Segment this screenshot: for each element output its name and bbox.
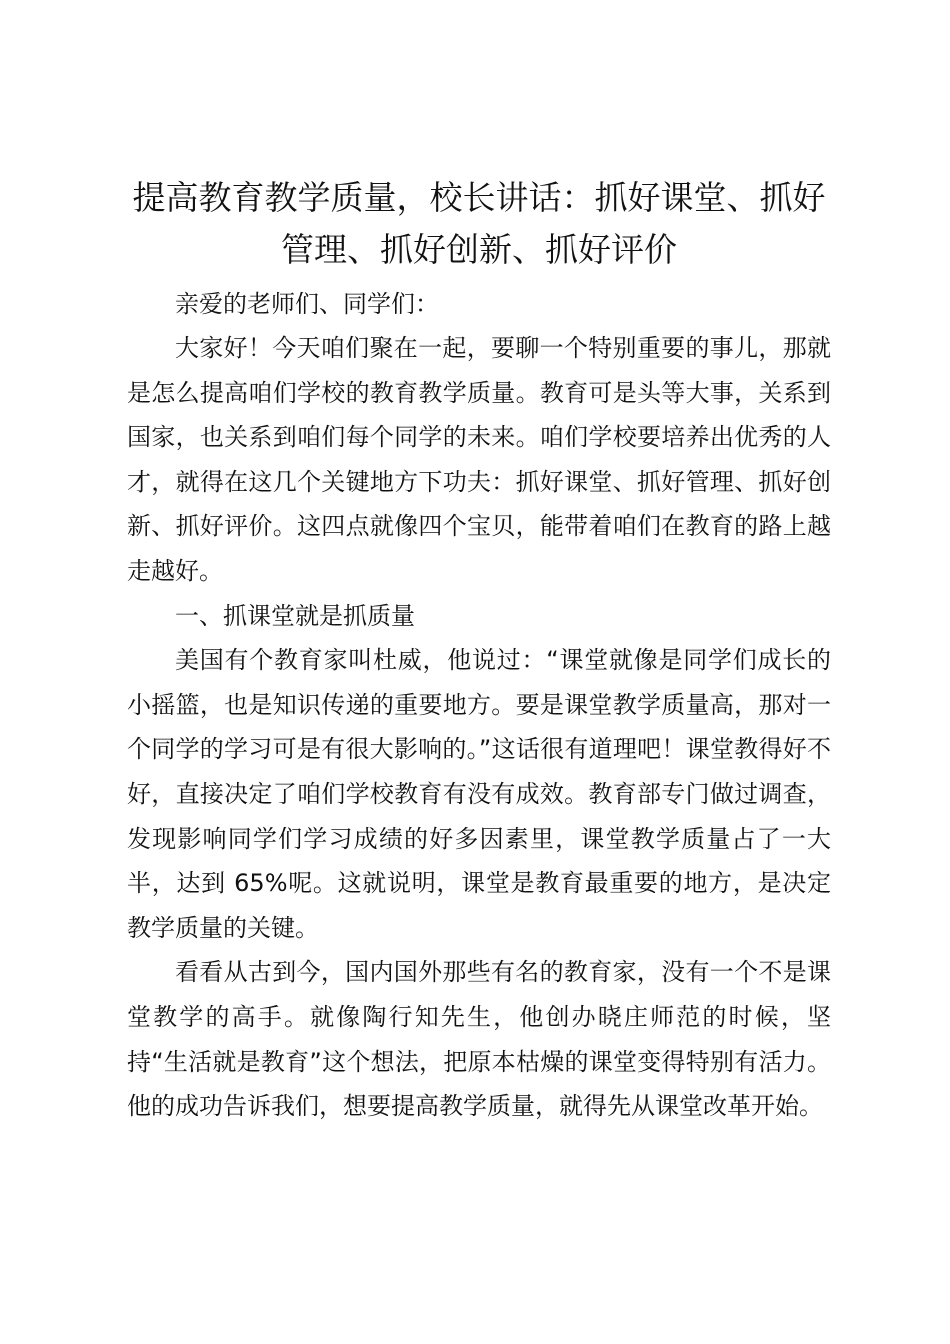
paragraph-tao-xingzhi: 看看从古到今，国内国外那些有名的教育家，没有一个不是课堂教学的高手。就像陶行知先生，他创办晓庄师范的时候，坚持“生活就是教育”这个想法，把原本枯燥的课堂变得特别有活力。他的成功告诉我们，想要提高教学质量，就得先从课堂改革开始。 [127, 958, 831, 1121]
document-page [127, 172, 831, 1129]
document-title: 提高教育教学质量，校长讲话：抓好课堂、抓好管理、抓好创新、抓好评价 [132, 178, 826, 269]
paragraph-intro: 大家好！今天咱们聚在一起，要聊一个特别重要的事儿，那就是怎么提高咱们学校的教育教学质量。教育可是头等大事，关系到国家，也关系到咱们每个同学的未来。咱们学校要培养出优秀的人才，就得在这几个关键地方下功夫：抓好课堂、抓好管理、抓好创新、抓好评价。这四点就像四个宝贝，能带着咱们在教育的路上越走越好。 [127, 334, 831, 585]
paragraph-dewey: 美国有个教育家叫杜威，他说过：“课堂就像是同学们成长的小摇篮，也是知识传递的重要地方。要是课堂教学质量高，那对一个同学的学习可是有很大影响的。”这话很有道理吧！课堂教得好不好，直接决定了咱们学校教育有没有成效。教育部专门做过调查，发现影响同学们学习成绩的好多因素里，课堂教学质量占了一大半，达到 65%呢。这就说明，课堂是教育最重要的地方，是决定教学质量的关键。 [127, 646, 831, 942]
salutation: 亲爱的老师们、同学们： [175, 290, 439, 318]
section-heading-1: 一、抓课堂就是抓质量 [175, 601, 415, 630]
